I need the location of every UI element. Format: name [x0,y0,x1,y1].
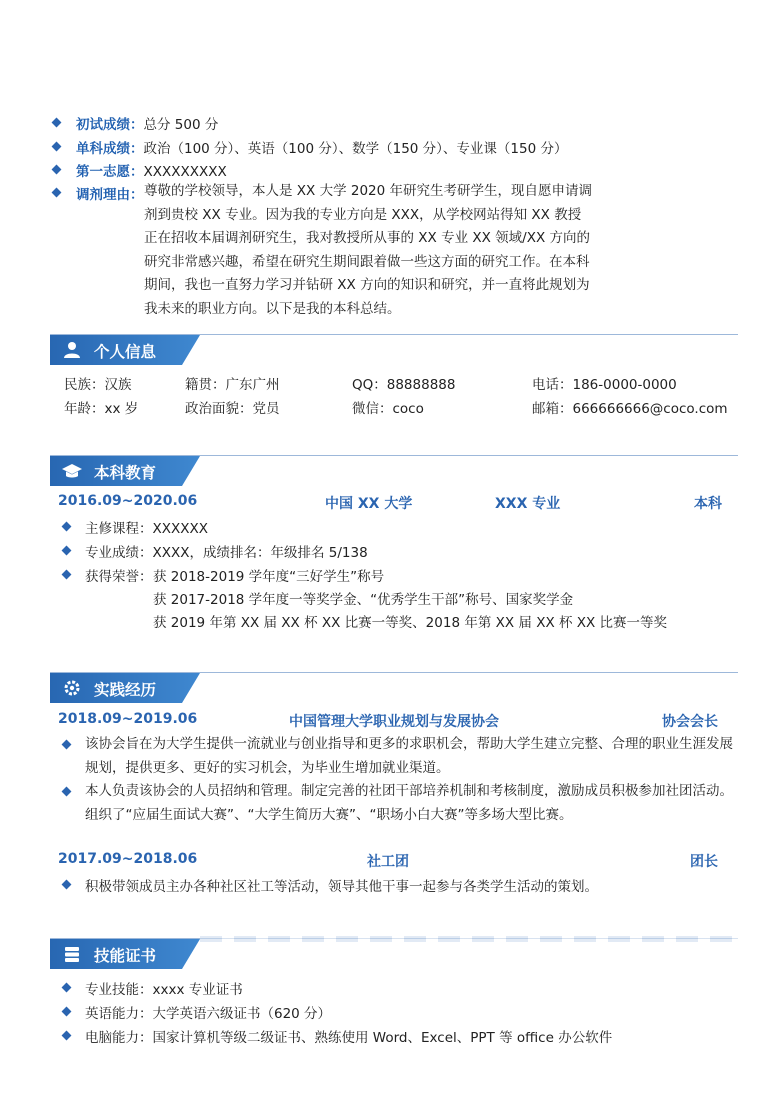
bullet-diamond-icon [52,165,62,175]
info-political-status: 政治面貌：党员 [185,401,280,417]
intro-item: 第一志愿：XXXXXXXXX [76,164,227,180]
practice-role: 协会会长 [662,714,718,730]
person-icon [62,341,82,359]
honor-item: 获 2017-2018 学年度一等奖学金、“优秀学生干部”称号、国家奖学金 [153,592,574,608]
education-school: 中国 XX 大学 [325,496,413,512]
bullet-diamond-icon [62,787,72,797]
decorative-stripe [200,936,738,942]
skill-item: 专业技能：xxxx 专业证书 [85,982,243,998]
section-title: 技能证书 [94,947,157,965]
bullet-diamond-icon [62,983,72,993]
skill-item: 英语能力：大学英语六级证书（620 分） [85,1006,332,1022]
education-degree: 本科 [694,496,722,512]
section-header-skills [50,939,200,969]
bullet-diamond-icon [62,570,72,580]
section-header-personal [50,335,200,365]
honor-item: 获 2019 年第 XX 届 XX 杯 XX 比赛一等奖、2018 年第 XX 届 XX 杯 XX 比赛一等奖 [153,615,668,631]
bullet-diamond-icon [62,740,72,750]
education-major: XXX 专业 [495,496,561,512]
info-hometown: 籍贯：广东广州 [185,377,280,393]
intro-label: 调剂理由： [76,187,144,203]
honor-item: 获 2018-2019 学年度“三好学生”称号 [153,569,385,585]
info-phone: 电话：186-0000-0000 [532,377,677,393]
practice-org: 中国管理大学职业规划与发展协会 [289,714,499,730]
section-title: 实践经历 [94,681,157,699]
practice-bullet: 该协会旨在为大学生提供一流就业与创业指导和更多的求职机会，帮助大学生建立完整、合理的职业生涯发展规划，提供更多、更好的实习机会，为毕业生增加就业渠道。 [85,736,733,776]
bullet-diamond-icon [62,1031,72,1041]
adjustment-reason-text: 尊敬的学校领导，本人是 XX 大学 2020 年研究生考研学生，现自愿申请调剂到贵校 XX 专业。因为我的专业方向是 XXX，从学校网站得知 XX 教授正在招收本届调剂研究生，我对教授所从事的 XX 专业 XX 领域/XX 方向的研究非常感兴趣，希望在研究生期间跟着做一些这方面的研究工作。在本科期间，我也一直努力学习并钻研 XX 方向的知识和研究，并一直将此规划为我未来的职业方向。以下是我的本科总结。 [144,183,593,317]
section-title: 本科教育 [94,464,157,482]
education-period: 2016.09~2020.06 [58,493,198,509]
info-qq: QQ：88888888 [352,377,456,393]
practice-bullet: 积极带领成员主办各种社区社工等活动，领导其他干事一起参与各类学生活动的策划。 [85,879,598,895]
honors-label: 获得荣誉： [85,569,153,585]
info-age: 年龄：xx 岁 [64,401,139,417]
bullet-diamond-icon [52,118,62,128]
bullet-diamond-icon [62,522,72,532]
info-email: 邮箱：666666666@coco.com [532,401,728,417]
section-header-education [50,456,200,486]
practice-org: 社工团 [367,854,409,870]
section-title: 个人信息 [94,343,157,361]
bullet-diamond-icon [52,142,62,152]
info-ethnicity: 民族：汉族 [64,377,132,393]
graduation-cap-icon [62,462,82,480]
list-item: 专业成绩：XXXX，成绩排名：年级排名 5/138 [85,545,368,561]
intro-item: 单科成绩：政治（100 分）、英语（100 分）、数学（150 分）、专业课（150 分） [76,141,568,157]
practice-period: 2017.09~2018.06 [58,851,198,867]
bullet-diamond-icon [62,1007,72,1017]
practice-role: 团长 [690,854,718,870]
certificate-icon [62,945,82,963]
bullet-diamond-icon [52,188,62,198]
intro-item: 初试成绩：总分 500 分 [76,117,219,133]
bullet-diamond-icon [62,546,72,556]
practice-period: 2018.09~2019.06 [58,711,198,727]
gear-icon [62,679,82,697]
practice-bullet: 本人负责该协会的人员招纳和管理。制定完善的社团干部培养机制和考核制度，激励成员积极参加社团活动。组织了“应届生面试大赛”、“大学生简历大赛”、“职场小白大赛”等多场大型比赛。 [85,783,733,823]
bullet-diamond-icon [62,880,72,890]
info-wechat: 微信：coco [352,401,424,417]
section-header-practice [50,673,200,703]
list-item: 主修课程：XXXXXX [85,521,208,537]
skill-item: 电脑能力：国家计算机等级二级证书、熟练使用 Word、Excel、PPT 等 office 办公软件 [85,1030,613,1046]
